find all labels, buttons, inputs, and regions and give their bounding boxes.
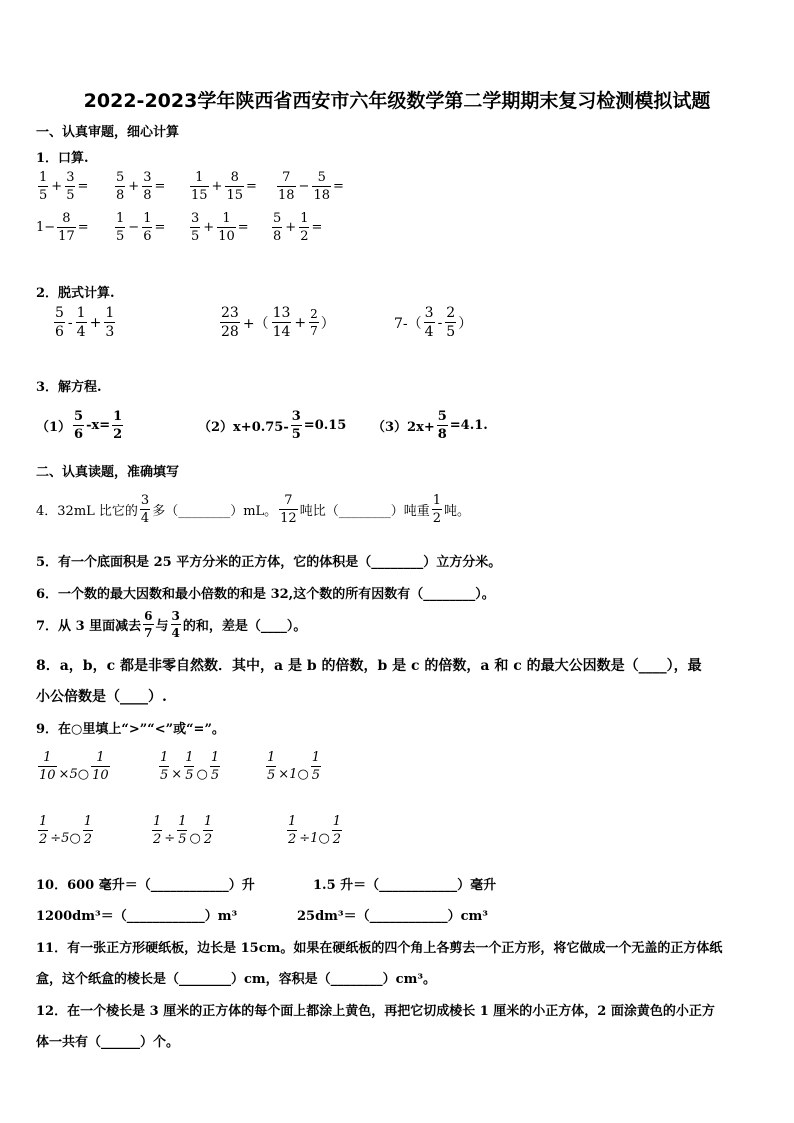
q6: 6．一个数的最大因数和最小倍数的和是 32,这个数的所有因数有（________）。 — [36, 587, 495, 602]
q12-line-2: 体一共有（______）个。 — [36, 1035, 180, 1050]
q3-equation-3: （3）2x+ $\frac{5}{8}$ =4.1. — [372, 409, 488, 442]
q10-part-d: 25dm³＝（____________）cm³ — [297, 909, 488, 924]
q1-label: 1．口算. — [36, 151, 89, 166]
q9-compare-3: $\frac{1}{5}$ ×1○ $\frac{1}{5}$ — [267, 750, 321, 783]
section-1-heading: 一、认真审题，细心计算 — [36, 125, 180, 140]
q9-compare-4: $\frac{1}{2}$ ÷5○ $\frac{1}{2}$ — [39, 814, 93, 847]
q1-item-6: $\frac{1}{5}$ − $\frac{1}{6}$ = — [116, 211, 166, 244]
q2-expr-2: $\frac{23}{28}$ +（ $\frac{13}{14}$ + $\frac{2}{7}$ ） — [221, 305, 335, 340]
q4: 4．32mL 比它的 $\frac{3}{4}$ 多（________）mL。 $\frac{7}{12}$ 吨比（________）吨重 $\frac{1}{2}$ 吨。 — [36, 493, 471, 526]
q8-line-1: 8．a，b，c 都是非零自然数．其中，a 是 b 的倍数，b 是 c 的倍数，a 和 c 的最大公因数是（____），最 — [36, 658, 702, 674]
q9-compare-1: $\frac{1}{10}$ ×5○ $\frac{1}{10}$ — [39, 750, 109, 783]
q1-item-3: $\frac{1}{15}$ + $\frac{8}{15}$ = — [191, 170, 257, 203]
q1-item-5: 1− $\frac{8}{17}$ = — [36, 211, 89, 244]
q10-part-c: 1200dm³＝（____________）m³ — [36, 909, 238, 924]
q9-label: 9．在○里填上“>”“<”或“=”。 — [36, 722, 225, 737]
q3-label: 3．解方程. — [36, 380, 102, 395]
q11-line-2: 盒，这个纸盒的棱长是（________）cm，容积是（________）cm³。 — [36, 972, 437, 987]
q5: 5．有一个底面积是 25 平方分米的正方体，它的体积是（________）立方分米。 — [36, 555, 502, 570]
q9-compare-5: $\frac{1}{2}$ ÷ $\frac{1}{5}$ ○ $\frac{1}{2}$ — [153, 814, 213, 847]
q1-item-8: $\frac{5}{8}$ + $\frac{1}{2}$ = — [273, 211, 323, 244]
q8-line-2: 小公倍数是（____）. — [36, 689, 167, 705]
q2-expr-3: 7-（ $\frac{3}{4}$ - $\frac{2}{5}$ ） — [394, 305, 473, 340]
q3-equation-2: （2）x+0.75- $\frac{3}{5}$ =0.15 — [198, 409, 347, 442]
q2-label: 2．脱式计算. — [36, 286, 115, 301]
q1-item-7: $\frac{3}{5}$ + $\frac{1}{10}$ = — [191, 211, 249, 244]
q1-item-4: $\frac{7}{18}$ − $\frac{5}{18}$ = — [278, 170, 344, 203]
q12-line-1: 12．在一个棱长是 3 厘米的正方体的每个面上都涂上黄色，再把它切成棱长 1 厘米的小正方体，2 面涂黄色的小正方 — [36, 1004, 715, 1019]
q2-expr-1: $\frac{5}{6}$ - $\frac{1}{4}$ + $\frac{1}{3}$ — [55, 305, 115, 340]
q9-compare-2: $\frac{1}{5}$ × $\frac{1}{5}$ ○ $\frac{1}{5}$ — [160, 750, 220, 783]
page-title: 2022-2023学年陕西省西安市六年级数学第二学期期末复习检测模拟试题 — [83, 90, 711, 112]
q10-part-b: 1.5 升＝（____________）毫升 — [313, 878, 497, 893]
q1-item-2: $\frac{5}{8}$ + $\frac{3}{8}$ = — [116, 170, 166, 203]
q10-part-a: 10．600 毫升＝（____________）升 — [36, 878, 255, 893]
q11-line-1: 11．有一张正方形硬纸板，边长是 15cm。如果在硬纸板的四个角上各剪去一个正方形，将它做成一个无盖的正方体纸 — [36, 941, 723, 956]
q7: 7．从 3 里面减去 $\frac{6}{7}$ 与 $\frac{3}{4}$ 的和，差是（____）。 — [36, 609, 307, 640]
q1-item-1: $\frac{1}{5}$ + $\frac{3}{5}$ = — [39, 170, 89, 203]
section-2-heading: 二、认真读题，准确填写 — [36, 465, 180, 480]
q9-compare-6: $\frac{1}{2}$ ÷1○ $\frac{1}{2}$ — [288, 814, 342, 847]
q3-equation-1: （1） $\frac{5}{6}$ -x= $\frac{1}{2}$ — [36, 409, 123, 442]
